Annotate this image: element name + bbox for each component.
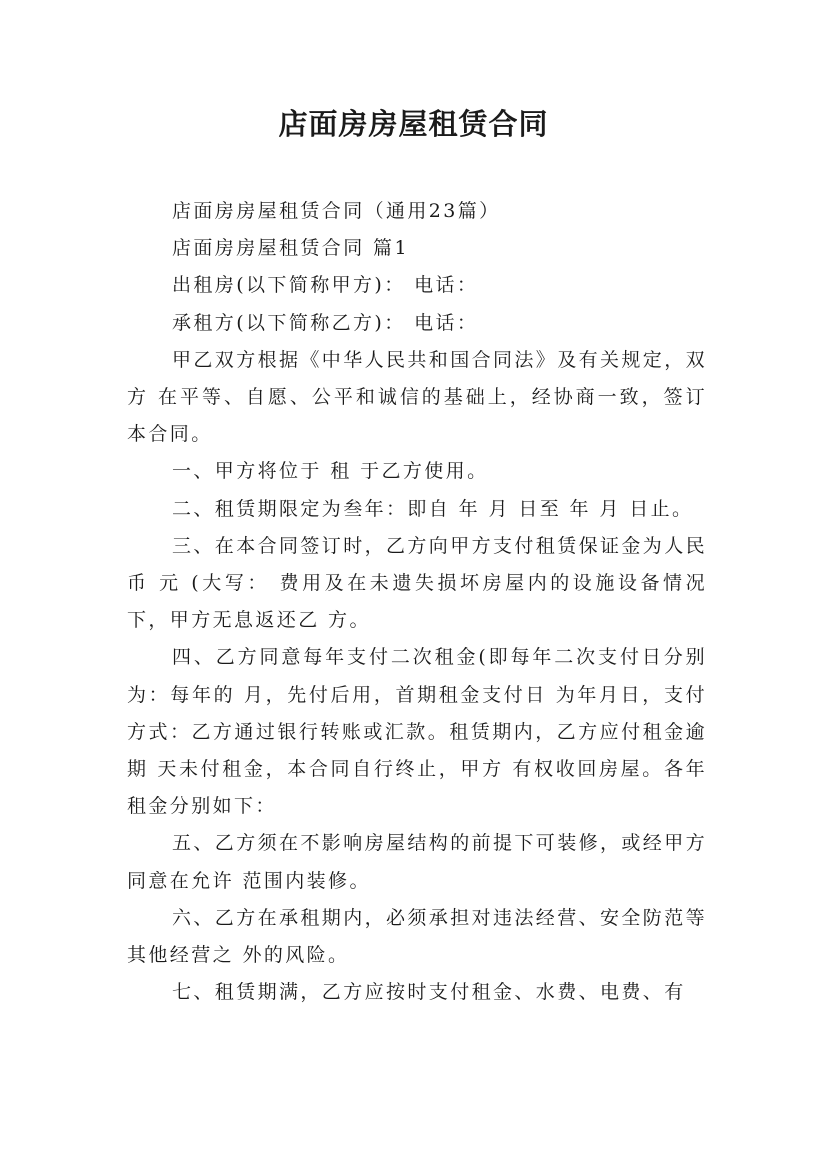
document-title: 店面房房屋租赁合同	[278, 107, 549, 141]
party-a-line: 出租房(以下简称甲方)： 电话：	[172, 274, 479, 297]
clause-3: 三、在本合同签订时，乙方向甲方支付租赁保证金为人民币 元 (大写： 费用及在未遗失损坏房屋内的设施设备情况下，甲方无息返还乙 方。	[127, 534, 708, 632]
clause-1: 一、甲方将位于 租 于乙方使用。	[172, 460, 489, 483]
clause-4: 四、乙方同意每年支付二次租金(即每年二次支付日分别为：每年的 月，先付后用，首期租金支付日 为年月日，支付方式：乙方通过银行转账或汇款。租赁期内，乙方应付租金逾期 天未付租金，本合同自行终止，甲方 有权收回房屋。各年租金分别如下：	[127, 646, 707, 818]
clause-7: 七、租赁期满，乙方应按时支付租金、水费、电费、有	[172, 981, 686, 1004]
doc-subtitle: 店面房房屋租赁合同（通用23篇）	[172, 200, 501, 222]
party-b-line: 承租方(以下简称乙方)： 电话：	[172, 311, 479, 334]
section-heading: 店面房房屋租赁合同 篇1	[172, 237, 409, 260]
clause-5: 五、乙方须在不影响房屋结构的前提下可装修，或经甲方同意在允许 范围内装修。	[127, 832, 708, 892]
clause-6: 六、乙方在承租期内，必须承担对违法经营、安全防范等其他经营之 外的风险。	[127, 906, 708, 967]
clause-2: 二、租赁期限定为叁年：即自 年 月 日至 年 月 日止。	[172, 497, 694, 520]
preamble-paragraph: 甲乙双方根据《中华人民共和国合同法》及有关规定，双方 在平等、自愿、公平和诚信的基础上，经协商一致，签订本合同。	[127, 348, 708, 446]
document-body	[127, 193, 707, 1011]
